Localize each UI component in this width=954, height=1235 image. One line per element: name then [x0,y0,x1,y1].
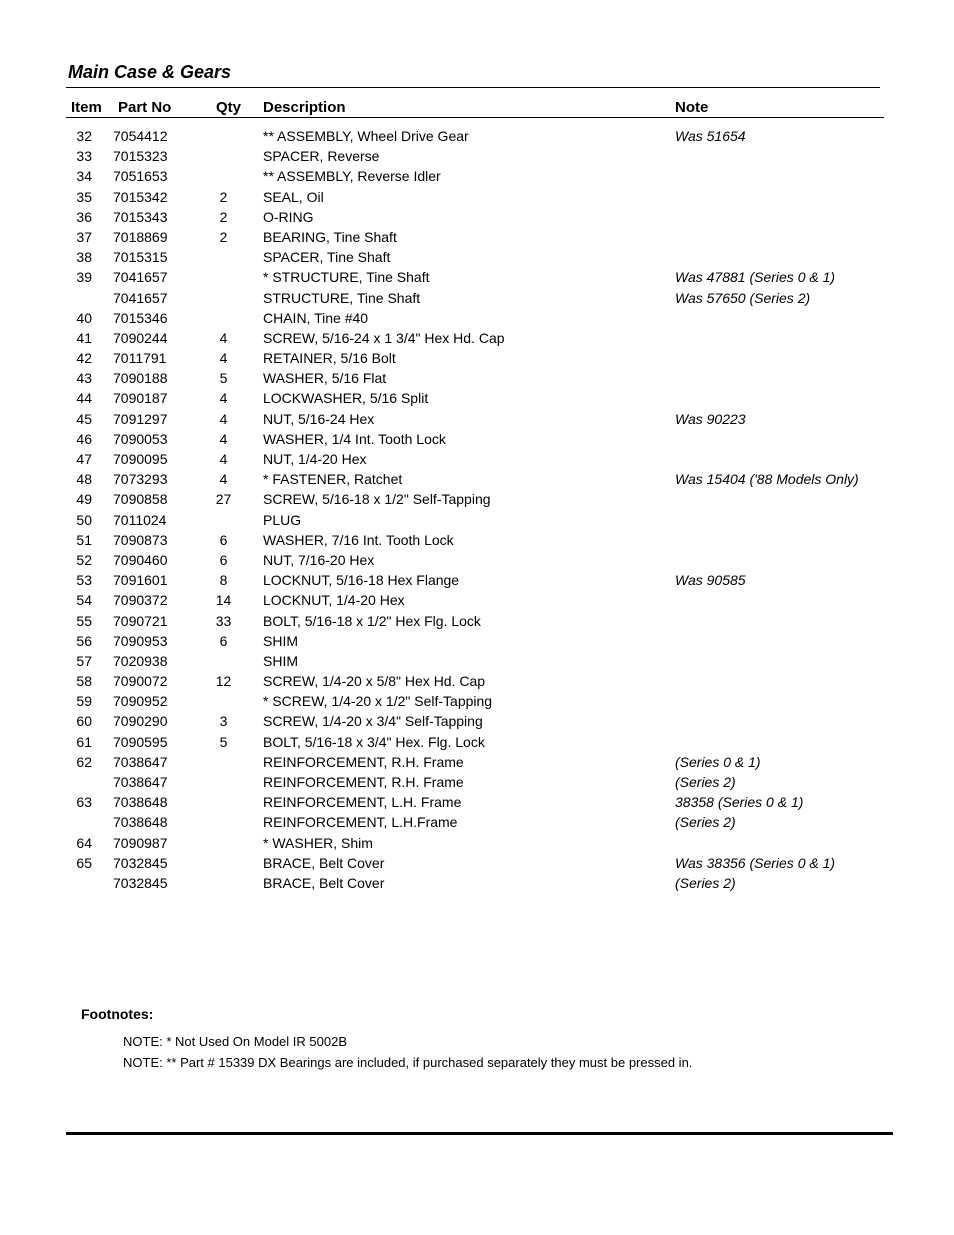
description-cell: NUT, 7/16-20 Hex [263,551,375,568]
part-number-cell: 7032845 [113,854,168,871]
table-row [0,166,954,186]
part-number-cell: 7015346 [113,309,168,326]
part-number-cell: 7032845 [113,874,168,891]
table-row [0,691,954,711]
table-row [0,550,954,570]
table-row [0,853,954,873]
header-divider [66,117,884,118]
table-row [0,489,954,509]
parts-table [0,126,954,893]
table-row [0,752,954,772]
part-number-cell: 7090290 [113,713,168,730]
description-cell: STRUCTURE, Tine Shaft [263,289,421,306]
description-cell: SPACER, Tine Shaft [263,249,391,266]
item-number-cell: 61 [76,733,92,750]
table-row [0,510,954,530]
table-row [0,812,954,832]
part-number-cell: 7018869 [113,228,168,245]
part-number-cell: 7038647 [113,753,168,770]
item-number-cell: 58 [76,673,92,690]
part-number-cell: 7090188 [113,370,168,387]
item-number-cell: 34 [76,168,92,185]
table-row [0,146,954,166]
description-cell: LOCKNUT, 5/16-18 Hex Flange [263,572,460,589]
part-number-cell: 7090372 [113,592,168,609]
table-row [0,126,954,146]
note-cell: Was 15404 ('88 Models Only) [675,471,859,488]
quantity-cell: 4 [219,410,228,427]
description-cell: BEARING, Tine Shaft [263,228,397,245]
description-cell: SCREW, 1/4-20 x 3/4" Self-Tapping [263,713,483,730]
part-number-cell: 7090595 [113,733,168,750]
table-row [0,833,954,853]
note-cell: Was 38356 (Series 0 & 1) [675,854,836,871]
description-cell: CHAIN, Tine #40 [263,309,369,326]
item-number-cell: 47 [76,451,92,467]
description-cell: SCREW, 5/16-18 x 1/2" Self-Tapping [263,491,491,508]
quantity-cell: 33 [215,612,232,629]
note-cell: Was 51654 [675,128,746,144]
item-number-cell: 42 [76,350,92,367]
quantity-cell: 27 [215,491,232,508]
table-row [0,308,954,328]
part-number-cell: 7090953 [113,632,168,649]
note-cell: Was 90223 [675,410,746,427]
bottom-divider [66,1132,893,1135]
table-row [0,388,954,408]
column-header-part-no: Part No [118,99,172,116]
part-number-cell: 7090053 [113,430,168,447]
quantity-cell: 2 [219,228,228,245]
part-number-cell: 7090858 [113,491,168,508]
item-number-cell: 38 [76,249,92,266]
page-title: Main Case & Gears [68,62,232,82]
note-cell: (Series 2) [675,874,736,891]
description-cell: BRACE, Belt Cover [263,854,385,871]
description-cell: SEAL, Oil [263,188,324,205]
table-row [0,732,954,752]
part-number-cell: 7038648 [113,814,168,831]
part-number-cell: 7015342 [113,188,168,205]
part-number-cell: 7041657 [113,289,168,306]
part-number-cell: 7054412 [113,128,168,144]
item-number-cell: 54 [76,592,92,609]
item-number-cell: 57 [76,652,92,669]
table-row [0,570,954,590]
part-number-cell: 7020938 [113,652,168,669]
table-row [0,348,954,368]
part-number-cell: 7011791 [113,350,167,367]
item-number-cell: 44 [76,390,92,407]
quantity-cell: 6 [219,632,228,649]
description-cell: WASHER, 7/16 Int. Tooth Lock [263,531,454,548]
part-number-cell: 7038648 [113,794,168,811]
description-cell: * WASHER, Shim [263,834,373,851]
quantity-cell: 3 [219,713,228,730]
note-cell: Was 57650 (Series 2) [675,289,811,306]
item-number-cell: 65 [76,854,92,871]
note-cell: Was 90585 [675,572,746,589]
table-row [0,792,954,812]
item-number-cell: 56 [76,632,92,649]
footnote-1: NOTE: * Not Used On Model IR 5002B [123,1034,347,1049]
item-number-cell: 60 [76,713,92,730]
table-row [0,530,954,550]
item-number-cell: 40 [76,309,92,326]
table-row [0,631,954,651]
table-row [0,651,954,671]
description-cell: * SCREW, 1/4-20 x 1/2" Self-Tapping [263,693,493,710]
quantity-cell: 6 [219,531,228,548]
part-number-cell: 7090721 [113,612,168,629]
quantity-cell: 4 [219,471,228,488]
note-cell: (Series 0 & 1) [675,753,761,770]
title-divider [66,87,880,88]
item-number-cell: 41 [76,329,92,346]
description-cell: BOLT, 5/16-18 x 1/2" Hex Flg. Lock [263,612,481,629]
table-row [0,288,954,308]
description-cell: SHIM [263,632,298,649]
footnote-2: NOTE: ** Part # 15339 DX Bearings are included, if purchased separately they must be pressed in. [123,1055,693,1070]
description-cell: REINFORCEMENT, R.H. Frame [263,753,464,770]
quantity-cell: 4 [219,430,228,447]
description-cell: ** ASSEMBLY, Wheel Drive Gear [263,128,469,144]
table-row [0,873,954,893]
table-header [0,99,954,117]
table-row [0,611,954,631]
table-row [0,429,954,449]
description-cell: NUT, 5/16-24 Hex [263,410,375,427]
description-cell: SCREW, 1/4-20 x 5/8" Hex Hd. Cap [263,673,486,690]
quantity-cell: 5 [219,370,228,387]
description-cell: SPACER, Reverse [263,148,380,165]
table-row [0,267,954,287]
item-number-cell: 49 [76,491,92,508]
table-row [0,469,954,489]
item-number-cell: 46 [76,430,92,447]
description-cell: BOLT, 5/16-18 x 3/4" Hex. Flg. Lock [263,733,485,750]
description-cell: REINFORCEMENT, L.H. Frame [263,794,462,811]
quantity-cell: 2 [219,188,228,205]
quantity-cell: 12 [215,673,232,690]
item-number-cell: 52 [76,551,92,568]
item-number-cell: 63 [76,794,92,811]
note-cell: 38358 (Series 0 & 1) [675,794,804,811]
part-number-cell: 7090873 [113,531,168,548]
item-number-cell: 37 [76,228,92,245]
column-header-qty: Qty [216,99,242,116]
part-number-cell: 7015323 [113,148,168,165]
table-row [0,328,954,348]
item-number-cell: 53 [76,572,92,589]
table-row [0,711,954,731]
note-cell: Was 47881 (Series 0 & 1) [675,269,836,286]
description-cell: REINFORCEMENT, L.H.Frame [263,814,458,831]
column-header-item: Item [71,99,102,116]
quantity-cell: 2 [219,208,228,225]
description-cell: WASHER, 1/4 Int. Tooth Lock [263,430,446,447]
description-cell: LOCKNUT, 1/4-20 Hex [263,592,405,609]
part-number-cell: 7090460 [113,551,168,568]
item-number-cell: 35 [76,188,92,205]
item-number-cell: 55 [76,612,92,629]
description-cell: NUT, 1/4-20 Hex [263,451,367,467]
description-cell: BRACE, Belt Cover [263,874,385,891]
column-header-note: Note [675,99,709,116]
part-number-cell: 7090987 [113,834,168,851]
description-cell: SHIM [263,652,298,669]
item-number-cell: 43 [76,370,92,387]
part-number-cell: 7038647 [113,774,168,790]
item-number-cell: 36 [76,208,92,225]
footnotes-title: Footnotes: [81,1006,154,1022]
quantity-cell: 5 [219,733,228,750]
quantity-cell: 4 [219,350,228,367]
description-cell: * STRUCTURE, Tine Shaft [263,269,430,286]
table-row [0,772,954,792]
description-cell: REINFORCEMENT, R.H. Frame [263,774,464,790]
description-cell: ** ASSEMBLY, Reverse Idler [263,168,441,185]
item-number-cell: 51 [76,531,92,548]
table-row [0,671,954,691]
part-number-cell: 7090187 [113,390,168,407]
item-number-cell: 32 [76,128,92,144]
part-number-cell: 7090095 [113,451,168,467]
description-cell: RETAINER, 5/16 Bolt [263,350,396,367]
note-cell: (Series 2) [675,774,736,790]
item-number-cell: 59 [76,693,92,710]
description-cell: LOCKWASHER, 5/16 Split [263,390,429,407]
item-number-cell: 39 [76,269,92,286]
item-number-cell: 33 [76,148,92,165]
quantity-cell: 14 [215,592,232,609]
table-row [0,207,954,227]
part-number-cell: 7015315 [113,249,168,266]
description-cell: O-RING [263,208,314,225]
part-number-cell: 7091297 [113,410,168,427]
description-cell: WASHER, 5/16 Flat [263,370,387,387]
description-cell: * FASTENER, Ratchet [263,471,403,488]
quantity-cell: 4 [219,451,228,467]
description-cell: PLUG [263,511,302,528]
item-number-cell: 64 [76,834,92,851]
item-number-cell: 48 [76,471,92,488]
table-row [0,247,954,267]
part-number-cell: 7090952 [113,693,168,710]
note-cell: (Series 2) [675,814,736,831]
item-number-cell: 62 [76,753,92,770]
quantity-cell: 4 [219,390,228,407]
quantity-cell: 4 [219,329,228,346]
quantity-cell: 6 [219,551,228,568]
quantity-cell: 8 [219,572,228,589]
table-row [0,227,954,247]
part-number-cell: 7091601 [113,572,168,589]
table-row [0,368,954,388]
table-row [0,187,954,207]
part-number-cell: 7041657 [113,269,168,286]
part-number-cell: 7090244 [113,329,168,346]
item-number-cell: 50 [76,511,92,528]
table-row [0,409,954,429]
part-number-cell: 7090072 [113,673,168,690]
description-cell: SCREW, 5/16-24 x 1 3/4" Hex Hd. Cap [263,329,505,346]
part-number-cell: 7051653 [113,168,168,185]
table-row [0,449,954,469]
part-number-cell: 7073293 [113,471,168,488]
part-number-cell: 7015343 [113,208,168,225]
item-number-cell: 45 [76,410,92,427]
table-row [0,590,954,610]
column-header-description: Description [263,99,346,116]
part-number-cell: 7011024 [113,511,167,528]
